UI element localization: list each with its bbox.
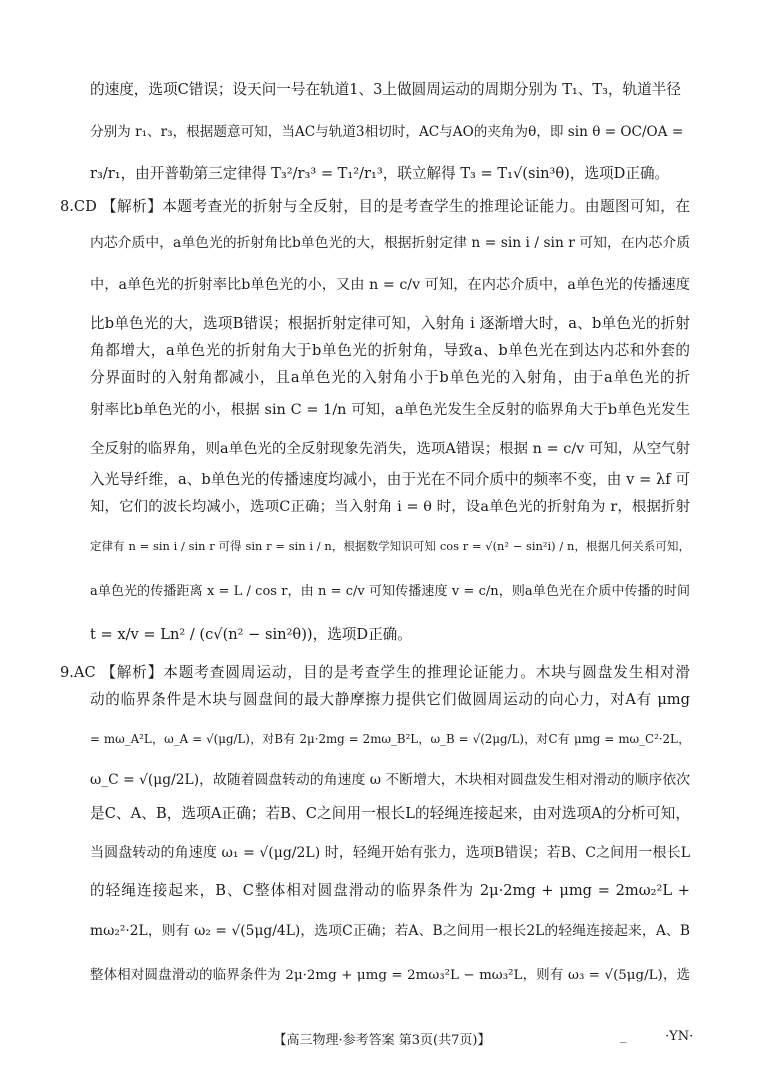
text-line: 定律有 n = sin i / sin r 可得 sin r = sin i / n，根据数学知识可知 cos r = √(n² − sin²i) / n，根据几何关系可知， xyxy=(90,539,690,553)
text-line: 是C、A、B，选项A正确；若B、C之间用一根长L的轻绳连接起来，由对选项A的分析可知， xyxy=(90,805,690,822)
footer-dash: _ xyxy=(620,1029,627,1044)
text-line: 分别为 r₁、r₃，根据题意可知，当AC与轨道3相切时，AC与AO的夹角为θ，即 sin θ = OC/OA = xyxy=(90,124,684,140)
text-line: 动的临界条件是木块与圆盘间的最大静摩擦力提供它们做圆周运动的向心力，对A有 μmg xyxy=(90,691,690,708)
question-8-heading: 8.CD 【解析】本题考查光的折射与全反射，目的是考查学生的推理论证能力。由题图可知，在 xyxy=(60,198,690,215)
text-line: 的轻绳连接起来，B、C整体相对圆盘滑动的临界条件为 2μ·2mg + μmg = 2mω₂²L + xyxy=(90,882,690,899)
text-line: 角都增大，a单色光的折射角大于b单色光的折射角，导致a、b单色光在到达内芯和外套的 xyxy=(90,342,690,359)
text-line: 的速度，选项C错误；设天问一号在轨道1、3上做圆周运动的周期分别为 T₁、T₃，轨道半径 xyxy=(90,81,681,98)
question-9-heading: 9.AC 【解析】本题考查圆周运动，目的是考查学生的推理论证能力。木块与圆盘发生相对滑 xyxy=(60,664,690,681)
text-line: 知，它们的波长均减小，选项C正确；当入射角 i = θ 时，设a单色光的折射角为 r，根据折射 xyxy=(90,499,690,515)
text-line: r₃/r₁，由开普勒第三定律得 T₃²/r₃³ = T₁²/r₁³，联立解得 T₃ = T₁√(sin³θ)，选项D正确。 xyxy=(90,165,670,182)
text-line: = mω_A²L，ω_A = √(μg/L)，对B有 2μ·2mg = 2mω_B²L，ω_B = √(2μg/L)，对C有 μmg = mω_C²·2L， xyxy=(90,732,690,746)
text-line: 射率比b单色光的小，根据 sin C = 1/n 可知，a单色光发生全反射的临界角大于b单色光发生 xyxy=(90,402,690,418)
text-line: mω₂²·2L，则有 ω₂ = √(5μg/4L)，选项C正确；若A、B之间用一根长2L的轻绳连接起来，A、B xyxy=(90,923,690,939)
footer-page-info: 【高三物理·参考答案 第3页(共7页)】 xyxy=(273,1033,491,1048)
text-line: a单色光的传播距离 x = L / cos r，由 n = c/v 可知传播速度 v = c/n，则a单色光在介质中传播的时间 xyxy=(90,584,690,599)
text-line: 分界面时的入射角都减小，且a单色光的入射角小于b单色光的入射角，由于a单色光的折 xyxy=(90,369,690,386)
text-line: 当圆盘转动的角速度 ω₁ = √(μg/2L) 时，轻绳开始有张力，选项B错误；若B、C之间用一根长L xyxy=(90,845,690,861)
text-line: 入光导纤维，a、b单色光的传播速度均减小，由于光在不同介质中的频率不变，由 v = λf 可 xyxy=(90,471,690,488)
text-line: 全反射的临界角，则a单色光的全反射现象先消失，选项A错误；根据 n = c/v 可知，从空气射 xyxy=(90,441,690,457)
footer-region-tag: ·YN· xyxy=(665,1029,694,1044)
text-line: ω_C = √(μg/2L)，故随着圆盘转动的角速度 ω 不断增大，木块相对圆盘发生相对滑动的顺序依次 xyxy=(90,772,690,788)
text-line: 内芯介质中，a单色光的折射角比b单色光的大，根据折射定律 n = sin i / sin r 可知，在内芯介质 xyxy=(90,235,690,251)
text-line: 中，a单色光的折射率比b单色光的小，又由 n = c/v 可知，在内芯介质中，a单色光的传播速度 xyxy=(90,277,690,293)
text-line: 整体相对圆盘滑动的临界条件为 2μ·2mg + μmg = 2mω₃²L − mω₃²L，则有 ω₃ = √(5μg/L)，选 xyxy=(90,968,690,983)
text-line: 比b单色光的大，选项B错误；根据折射定律可知，入射角 i 逐渐增大时，a、b单色光的折射 xyxy=(90,315,690,332)
text-line: t = x/v = Ln² / (c√(n² − sin²θ))，选项D正确。 xyxy=(90,626,412,643)
